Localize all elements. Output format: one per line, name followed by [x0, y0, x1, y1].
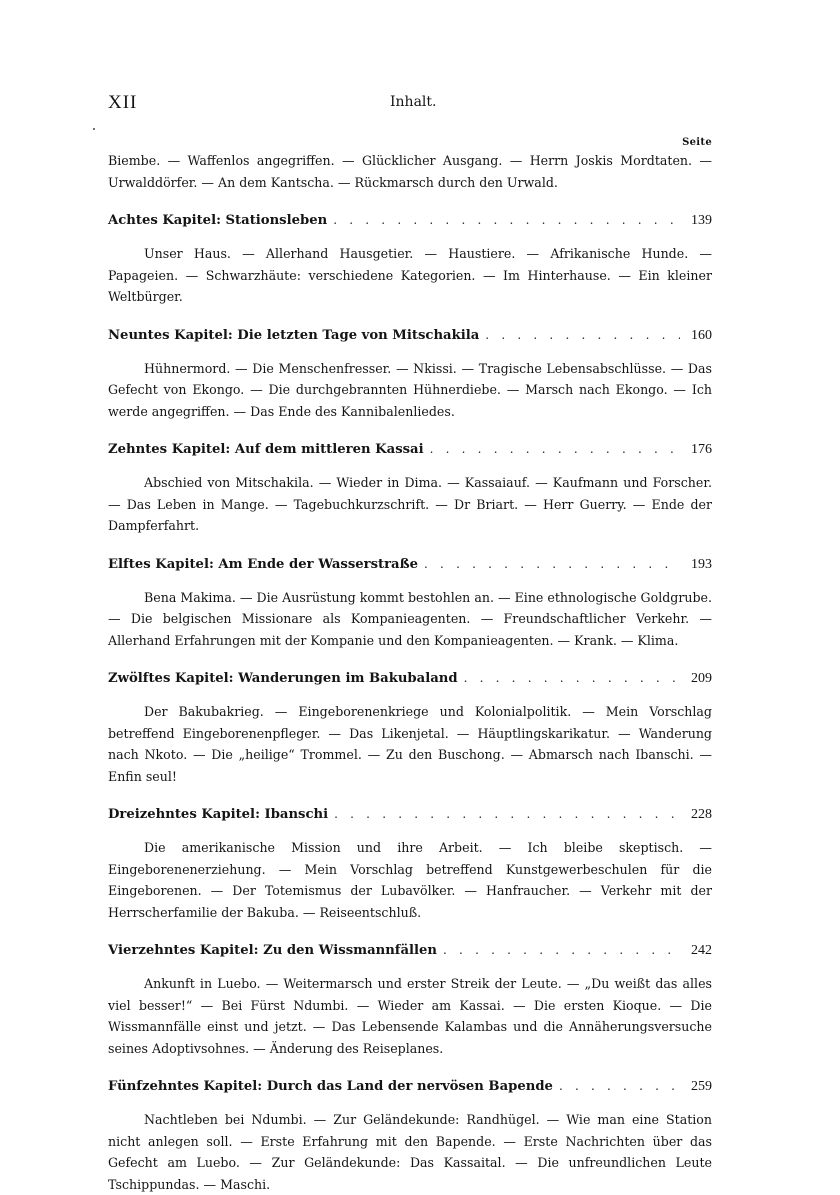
- chapter-title: Neuntes Kapitel: Die letzten Tage von Mitschakila: [108, 327, 480, 343]
- chapter-page-number: 228: [691, 807, 712, 822]
- dot-leader: [424, 557, 680, 571]
- chapter-page-number: 176: [691, 442, 712, 457]
- chapter-title: Achtes Kapitel: Stationsleben: [108, 213, 328, 228]
- toc-entry-chapter-15: [108, 1079, 712, 1195]
- chapter-heading-line: [108, 1079, 712, 1103]
- dot-leader: [443, 943, 680, 957]
- toc-entry-chapter-12: [108, 671, 712, 787]
- chapter-title: Zwölftes Kapitel: Wanderungen im Bakubaland: [108, 671, 458, 686]
- toc-entry-chapter-11: [108, 557, 712, 652]
- toc-entries: [108, 150, 712, 1195]
- toc-entry-chapter-9: [108, 328, 712, 423]
- page-header: [108, 92, 712, 118]
- dot-leader: [559, 1079, 680, 1093]
- seite-column-label: Seite: [682, 137, 712, 148]
- chapter-title: Elftes Kapitel: Am Ende der Wasserstraße: [108, 556, 419, 572]
- chapter-summary: Der Bakubakrieg. — Eingeborenenkriege und Kolonialpolitik. — Mein Vorschlag betreffend Eingeborenenpfleger. — Das Likenjetal. — Häuptlingskarikatur. — Wanderung nach Nkoto. — Die „heilige“ Trommel. — Zu den Buschong. — Abmarsch nach Ibanschi. — Enfin seul!: [108, 704, 712, 784]
- chapter-heading-line: [108, 213, 712, 237]
- chapter-title: Zehntes Kapitel: Auf dem mittleren Kassai: [108, 442, 424, 457]
- chapter-summary: Abschied von Mitschakila. — Wieder in Dima. — Kassaiauf. — Kaufmann und Forscher. — Das Leben in Mange. — Tagebuchkurzschrift. — Dr Briart. — Herr Guerry. — Ende der Dampferfahrt.: [108, 475, 712, 533]
- chapter-title: Dreizehntes Kapitel: Ibanschi: [108, 807, 329, 822]
- chapter-heading-line: [108, 557, 712, 581]
- chapter-page-number: 209: [691, 671, 712, 686]
- toc-entry-chapter-8: [108, 213, 712, 308]
- chapter-heading-line: [108, 671, 712, 695]
- chapter-summary: Unser Haus. — Allerhand Hausgetier. — Haustiere. — Afrikanische Hunde. — Papageien. — Schwarzhäute: verschiedene Kategorien. — Im Hinterhause. — Ein kleiner Weltbürger.: [108, 246, 712, 304]
- chapter-summary: Bena Makima. — Die Ausrüstung kommt bestohlen an. — Eine ethnologische Goldgrube. — Die belgischen Missionare als Kompanieagenten. — Freundschaftlicher Verkehr. — Allerhand Erfahrungen mit der Kompanie und den Kompanieagenten. — Krank. — Klima.: [108, 589, 712, 648]
- dot-leader: [464, 671, 680, 685]
- chapter-page-number: 193: [691, 556, 712, 572]
- chapter-page-number: 160: [691, 327, 712, 343]
- chapter-page-number: 242: [691, 943, 712, 958]
- running-title: Inhalt.: [390, 94, 437, 110]
- chapter-title: Fünfzehntes Kapitel: Durch das Land der nervösen Bapende: [108, 1079, 553, 1094]
- chapter-page-number: 139: [691, 213, 712, 228]
- toc-entry-chapter-13: [108, 807, 712, 923]
- chapter-heading-line: [108, 442, 712, 466]
- continuation-summary: Biembe. — Waffenlos angegriffen. — Glücklicher Ausgang. — Herrn Joskis Mordtaten. — Urwalddörfer. — An dem Kantscha. — Rückmarsch durch den Urwald.: [108, 153, 712, 190]
- chapter-summary: Hühnermord. — Die Menschenfresser. — Nkissi. — Tragische Lebensabschlüsse. — Das Gefecht von Ekongo. — Die durchgebrannten Hühnerdiebe. — Marsch nach Ekongo. — Ich werde angegriffen. — Das Ende des Kannibalenliedes.: [108, 360, 712, 419]
- chapter-page-number: 259: [691, 1079, 712, 1094]
- toc-entry-chapter-10: [108, 442, 712, 537]
- dot-leader: [430, 442, 680, 456]
- chapter-summary: Ankunft in Luebo. — Weitermarsch und erster Streik der Leute. — „Du weißt das alles viel besser!“ — Bei Fürst Ndumbi. — Wieder am Kassai. — Die ersten Kioque. — Die Wissmannfälle einst und jetzt. — Das Lebensende Kalambas und die Annäherungsversuche seines Adoptivsohnes. — Änderung des Reiseplanes.: [108, 976, 712, 1056]
- dot-leader: [333, 213, 680, 227]
- stray-mark: [93, 128, 95, 130]
- dot-leader: [485, 328, 680, 342]
- chapter-heading-line: [108, 943, 712, 967]
- chapter-heading-line: [108, 807, 712, 831]
- chapter-summary: Nachtleben bei Ndumbi. — Zur Geländekunde: Randhügel. — Wie man eine Station nicht anlegen soll. — Erste Erfahrung mit den Bapende. — Erste Nachrichten über das Gefecht am Luebo. — Zur Geländekunde: Das Kassaital. — Die unfreundlichen Leute Tschippundas. — Maschi.: [108, 1112, 712, 1192]
- toc-entry-chapter-14: [108, 943, 712, 1059]
- chapter-heading-line: [108, 328, 712, 352]
- chapter-summary: Die amerikanische Mission und ihre Arbeit. — Ich bleibe skeptisch. — Eingeborenenerziehung. — Mein Vorschlag betreffend Kunstgewerbeschulen für die Eingeborenen. — Der Totemismus der Lubavölker. — Hanfraucher. — Verkehr mit der Herrscherfamilie der Bakuba. — Reiseentschluß.: [108, 840, 712, 920]
- chapter-title: Vierzehntes Kapitel: Zu den Wissmannfällen: [108, 943, 438, 958]
- page-number: XII: [108, 92, 138, 113]
- dot-leader: [334, 807, 680, 821]
